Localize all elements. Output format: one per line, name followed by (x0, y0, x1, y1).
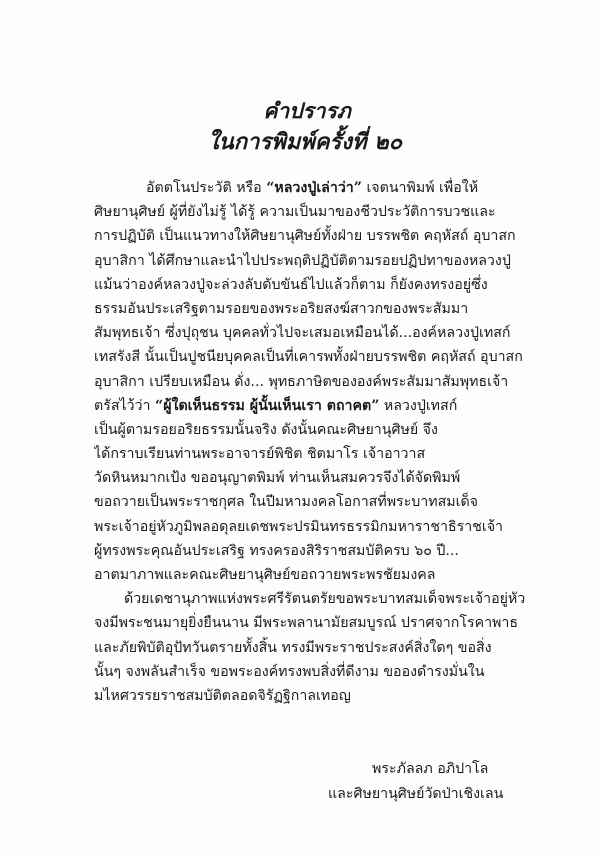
page-subtitle: ในการพิมพ์ครั้งที่ ๒๐ (207, 129, 403, 155)
paragraph1-line12: ได้กราบเรียนท่านพระอาจารย์พิชิต ชิตมาโร เจ้าอาวาส (94, 446, 426, 463)
text-segment: หลวงปู่เทสก์ (379, 397, 458, 414)
paragraph1-line10 (94, 394, 544, 418)
text-segment: เจตนาพิมพ์ เพื่อให้ (361, 180, 479, 196)
quote-segment: “ผู้ใดเห็นธรรม ผู้นั้นเห็นเรา ตถาคต” (155, 397, 380, 414)
text-segment: อัตตโนประวัติ หรือ (146, 180, 267, 196)
paragraph1-line16: ผู้ทรงพระคุณอันประเสริฐ ทรงครองสิริราชสมบัติครบ ๖๐ ปี... (94, 542, 459, 559)
title-block (0, 96, 600, 158)
paragraph1-line8: เทสรังสี นั้นเป็นปูชนียบุคคลเป็นที่เคารพทั้งฝ่ายบรรพชิต คฤหัสถ์ อุบาสก (94, 349, 523, 366)
paragraph1-line17: อาตมาภาพและคณะศิษยานุศิษย์ขอถวายพระพรชัยมงคล (94, 567, 436, 583)
signature-group: และศิษยานุศิษย์วัดป่าเชิงเลน (328, 786, 504, 802)
paragraph1-line5: แม้นว่าองค์หลวงปู่จะล่วงลับดับขันธ์ไปแล้วก็ตาม ก็ยังคงทรงอยู่ซึ่ง (94, 276, 488, 293)
text-segment: ตรัสไว้ว่า (94, 397, 156, 414)
paragraph2-line2: จงมีพระชนมายุยิ่งยืนนาน มีพระพลานามัยสมบูรณ์ ปราศจากโรคาพาธ (94, 615, 519, 632)
paragraph2-line1: ด้วยเดชานุภาพแห่งพระศรีรัตนตรัยขอพระบาทสมเด็จพระเจ้าอยู่หัว (124, 591, 526, 608)
page-title: คำปรารภ (263, 98, 351, 123)
paragraph1-line3: การปฏิบัติ เป็นแนวทางให้ศิษยานุศิษย์ทั้งฝ่าย บรรพชิต คฤหัสถ์ อุบาสก (94, 228, 516, 245)
paragraph1-line15: พระเจ้าอยู่หัวภูมิพลอดุลยเดชพระปรมินทรธรรมิกมหาราชาธิราชเจ้า (94, 518, 503, 535)
body-text (94, 176, 544, 708)
paragraph2-line5: มไหศวรรยราชสมบัติตลอดจิรัฏฐิกาลเทอญ (94, 687, 351, 704)
paragraph1-line1 (94, 176, 544, 200)
paragraph1-line2: ศิษยานุศิษย์ ผู้ที่ยังไม่รู้ ได้รู้ ความเป็นมาของชีวประวัติการบวชและ (94, 204, 496, 221)
paragraph1-line13: วัดหินหมากเป้ง ขออนุญาตพิมพ์ ท่านเห็นสมควรจึงได้จัดพิมพ์ (94, 470, 461, 487)
signature-name: พระภัลลภ อภิปาโล (372, 761, 489, 777)
paragraph1-line6: ธรรมอันประเสริฐตามรอยของพระอริยสงฆ์สาวกของพระสัมมา (94, 300, 469, 317)
paragraph2-line4: นั้นๆ จงพลันสำเร็จ ขอพระองค์ทรงพบสิ่งที่ดีงาม ขอองดำรงมั่นใน (94, 663, 485, 680)
paragraph1-line4: อุบาสิกา ได้ศึกษาและนำไปประพฤติปฏิบัติตามรอยปฏิปทาของหลวงปู่ (94, 252, 511, 269)
quote-segment: “หลวงปู่เล่าว่า” (266, 180, 362, 196)
paragraph1-line14: ขอถวายเป็นพระราชกุศล ในปีมหามงคลโอกาสที่พระบาทสมเด็จ (94, 494, 478, 511)
paragraph2-line3: และภัยพิบัติอุปัทวันตรายทั้งสิ้น ทรงมีพระราชประสงค์สิ่งใดๆ ขอสิ่ง (94, 639, 492, 656)
paragraph1-line9: อุบาสิกา เปรียบเหมือน ดั่ง... พุทธภาษิตขององค์พระสัมมาสัมพุทธเจ้า (94, 373, 509, 390)
paragraph1-line7: สัมพุทธเจ้า ซึ่งปุถุชน บุคคลทั่วไปจะเสมอเหมือนได้...องค์หลวงปู่เทสก์ (94, 325, 511, 342)
paragraph1-line11: เป็นผู้ตามรอยอริยธรรมนั้นจริง ดังนั้นคณะศิษยานุศิษย์ จึง (94, 421, 438, 438)
